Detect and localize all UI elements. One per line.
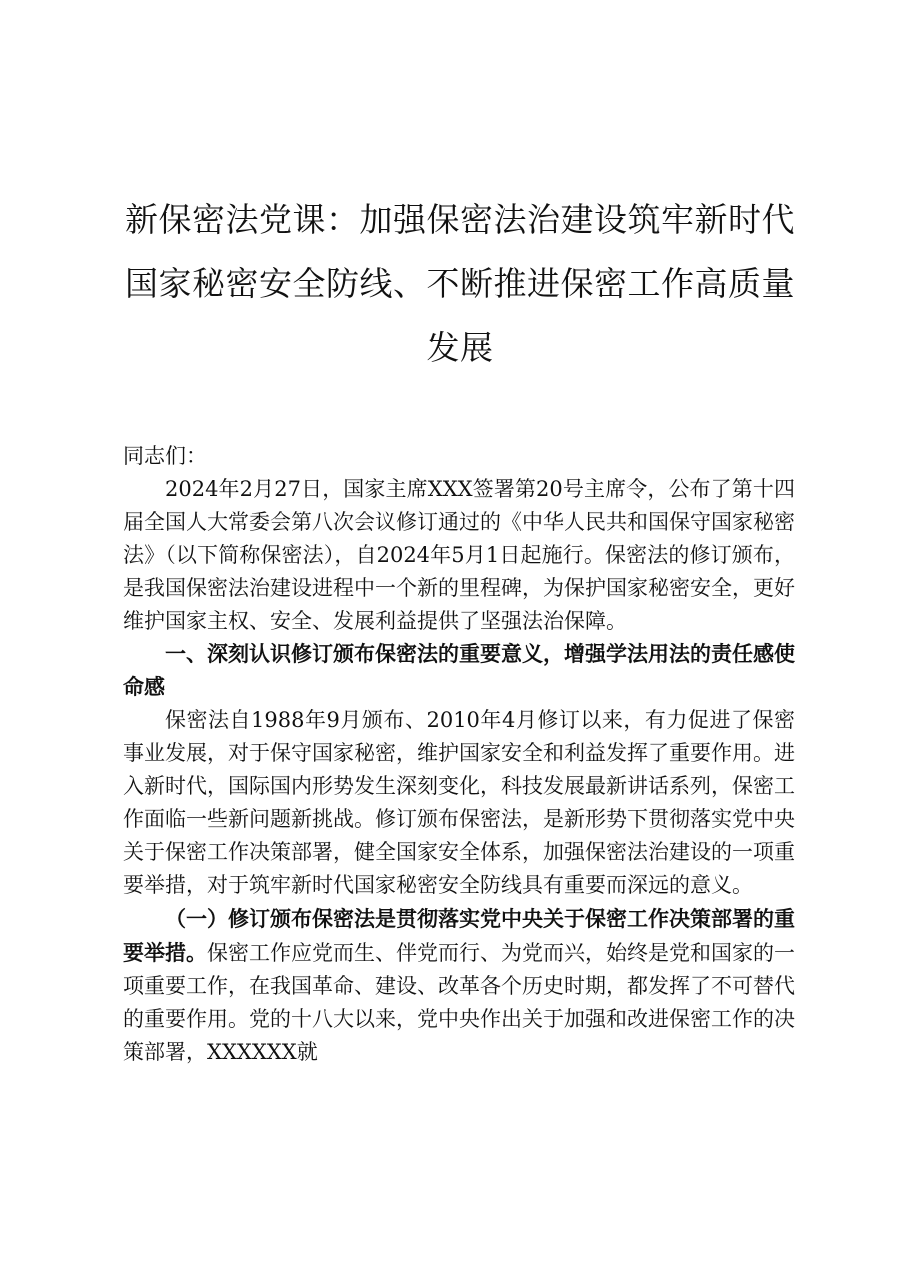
paragraph-subsection-1 [123, 902, 795, 1069]
subsection-text-1: 保密工作应党而生、伴党而行、为党而兴，始终是党和国家的一项重要工作，在我国革命、建设、改革各个历史时期，都发挥了不可替代的重要作用。党的十八大以来，党中央作出关于加强和改进保密工作的决策部署，XXXXXX就 [123, 941, 795, 1064]
document-title: 新保密法党课：加强保密法治建设筑牢新时代国家秘密安全防线、不断推进保密工作高质量发展 [125, 200, 795, 367]
document-body [123, 440, 795, 1069]
salutation: 同志们： [123, 444, 207, 468]
paragraph-section-1: 保密法自1988年9月颁布、2010年4月修订以来，有力促进了保密事业发展，对于保守国家秘密，维护国家安全和利益发挥了重要作用。进入新时代，国际国内形势发生深刻变化，科技发展最新讲话系列，保密工作面临一些新问题新挑战。修订颁布保密法，是新形势下贯彻落实党中央关于保密工作决策部署，健全国家安全体系，加强保密法治建设的一项重要举措，对于筑牢新时代国家秘密安全防线具有重要而深远的意义。 [123, 708, 795, 897]
paragraph-intro: 2024年2月27日，国家主席XXX签署第20号主席令，公布了第十四届全国人大常委会第八次会议修订通过的《中华人民共和国保守国家秘密法》（以下简称保密法），自2024年5月1日起施行。保密法的修订颁布，是我国保密法治建设进程中一个新的里程碑，为保护国家秘密安全，更好维护国家主权、安全、发展利益提供了坚强法治保障。 [123, 477, 795, 633]
subsection-heading-1: （一）修订颁布保密法是贯彻落实党中央关于保密工作决策部署的重要举措。 [123, 906, 795, 965]
section-heading-1: 一、深刻认识修订颁布保密法的重要意义，增强学法用法的责任感使命感 [123, 642, 795, 699]
